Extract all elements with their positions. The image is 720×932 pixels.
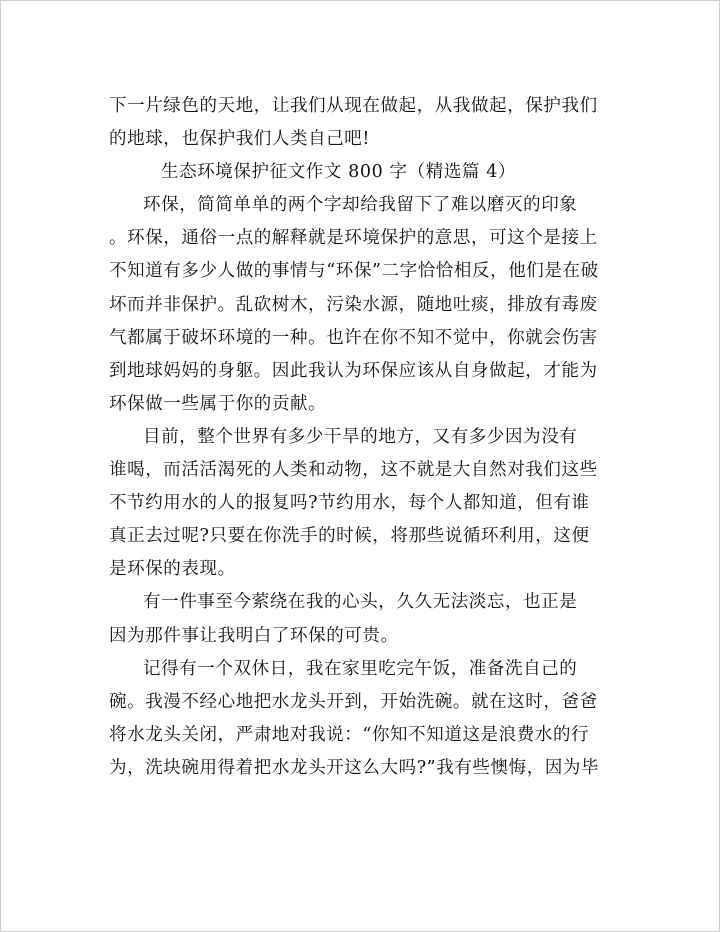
text-line: 目前，整个世界有多少干旱的地方，又有多少因为没有	[143, 426, 578, 447]
text-line: 不节约用水的人的报复吗?节约用水，每个人都知道，但有谁	[109, 493, 590, 514]
text-line: 真正去过呢?只要在你洗手的时候，将那些说循环利用，这便	[109, 526, 590, 547]
text-line: 为，洗块碗用得着把水龙头开这么大吗?”我有些懊悔，因为毕	[109, 757, 600, 778]
text-line: 碗。我漫不经心地把水龙头开到，开始洗碗。就在这时，爸爸	[109, 691, 598, 712]
text-line: 到地球妈妈的身躯。因此我认为环保应该从自身做起，才能为	[109, 360, 598, 381]
text-line: 的地球，也保护我们人类自己吧!	[109, 129, 371, 150]
text-line: 因为那件事让我明白了环保的可贵。	[109, 625, 399, 646]
text-line: 环保，简简单单的两个字却给我留下了难以磨灭的印象	[143, 195, 578, 216]
text-line: 有一件事至今萦绕在我的心头，久久无法淡忘，也正是	[143, 592, 578, 613]
text-line: 气都属于破坏环境的一种。也许在你不知不觉中，你就会伤害	[109, 327, 598, 348]
text-line: 不知道有多少人做的事情与“环保”二字恰恰相反，他们是在破	[109, 261, 599, 282]
text-line: 环保做一些属于你的贡献。	[109, 393, 327, 414]
text-line: 坏而并非保护。乱砍树木，污染水源，随地吐痰，排放有毒废	[109, 294, 598, 315]
text-line: 记得有一个双休日，我在家里吃完午饭，准备洗自己的	[143, 658, 578, 679]
text-line: 。环保，通俗一点的解释就是环境保护的意思，可这个是接上	[109, 228, 598, 249]
section-heading: 生态环境保护征文作文 800 字（精选篇 4）	[161, 162, 517, 183]
text-line: 下一片绿色的天地，让我们从现在做起，从我做起，保护我们	[109, 96, 598, 116]
text-line: 是环保的表现。	[109, 559, 236, 580]
text-line: 谁喝，而活活渴死的人类和动物，这不就是大自然对我们这些	[109, 460, 598, 481]
document-body	[109, 90, 609, 785]
text-line: 将水龙头关闭，严肃地对我说：“你知不知道这是浪费水的行	[109, 724, 590, 745]
